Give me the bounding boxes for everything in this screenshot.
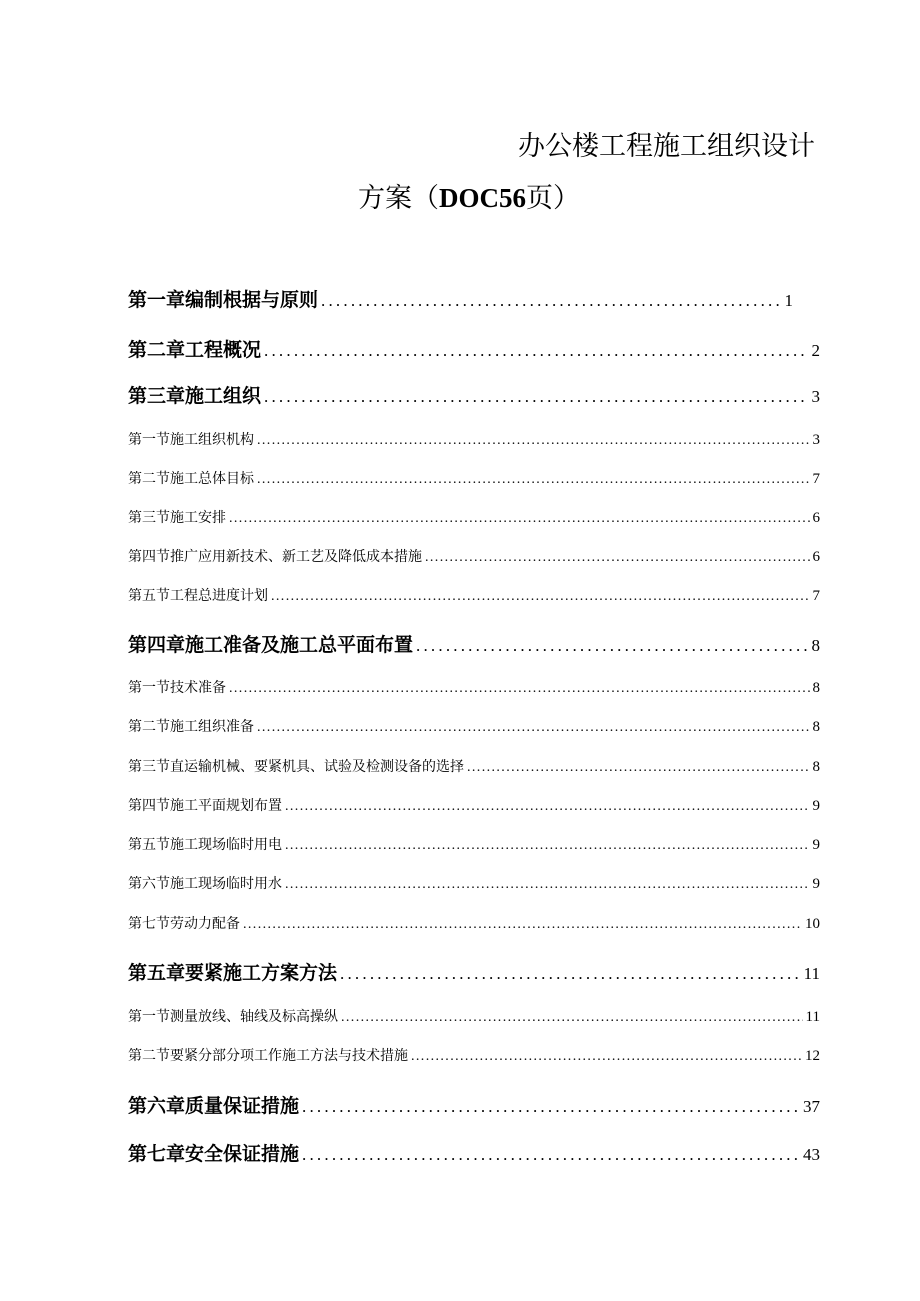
toc-entry-section[interactable] <box>128 468 820 488</box>
toc-entry-section[interactable] <box>128 585 820 605</box>
toc-entry-label: 第二章工程概况 <box>128 339 262 361</box>
toc-entry-chapter-5[interactable] <box>128 958 820 985</box>
toc-dot-leader <box>467 760 810 776</box>
toc-dot-leader <box>229 511 810 527</box>
toc-dot-leader <box>425 550 810 566</box>
toc-entry-page: 7 <box>812 471 820 487</box>
toc-entry-page: 8 <box>811 636 820 655</box>
toc-dot-leader <box>302 1145 800 1165</box>
toc-entry-label: 第一节施工组织机构 <box>128 432 254 448</box>
toc-entry-page: 9 <box>812 876 820 892</box>
toc-entry-section[interactable] <box>128 795 820 815</box>
toc-dot-leader <box>302 1097 800 1117</box>
toc-dot-leader <box>257 720 810 736</box>
toc-dot-leader <box>285 838 810 854</box>
toc-dot-leader <box>411 1049 802 1065</box>
toc-entry-label: 第二节施工总体目标 <box>128 471 254 487</box>
toc-entry-section[interactable] <box>128 546 820 566</box>
title-prefix: 方案（ <box>358 183 439 214</box>
toc-entry-label: 第二节施工组织准备 <box>128 719 254 735</box>
toc-entry-label: 第六节施工现场临时用水 <box>128 876 282 892</box>
toc-entry-chapter-4[interactable] <box>128 630 820 657</box>
toc-entry-page: 11 <box>803 964 820 983</box>
toc-entry-chapter-3[interactable] <box>128 381 820 408</box>
toc-entry-label: 第三章施工组织 <box>128 385 262 407</box>
toc-entry-page: 8 <box>812 759 820 775</box>
toc-dot-leader <box>271 589 810 605</box>
toc-entry-label: 第二节要紧分部分项工作施工方法与技术措施 <box>128 1048 408 1064</box>
toc-entry-page: 9 <box>812 837 820 853</box>
toc-entry-label: 第六章质量保证措施 <box>128 1095 300 1117</box>
toc-entry-label: 第一节测量放线、轴线及标高操纵 <box>128 1009 338 1025</box>
toc-entry-page: 1 <box>784 291 793 310</box>
toc-entry-page: 43 <box>803 1145 820 1164</box>
toc-entry-label: 第三节直运输机械、要紧机具、试验及检测设备的选择 <box>128 759 464 775</box>
toc-dot-leader <box>341 1010 803 1026</box>
toc-entry-section[interactable] <box>128 507 820 527</box>
toc-entry-page: 8 <box>812 719 820 735</box>
toc-dot-leader <box>257 433 810 449</box>
toc-entry-label: 第七节劳动力配备 <box>128 916 240 932</box>
toc-entry-section[interactable] <box>128 1045 820 1065</box>
toc-entry-page: 7 <box>812 588 820 604</box>
toc-entry-chapter-1[interactable] <box>128 285 793 312</box>
toc-entry-label: 第四章施工准备及施工总平面布置 <box>128 634 414 656</box>
toc-dot-leader <box>416 636 808 656</box>
toc-entry-section[interactable] <box>128 677 820 697</box>
toc-entry-label: 第五节工程总进度计划 <box>128 588 268 604</box>
toc-entry-label: 第一节技术准备 <box>128 680 226 696</box>
toc-entry-section[interactable] <box>128 429 820 449</box>
toc-entry-page: 2 <box>811 341 820 360</box>
toc-dot-leader <box>285 799 810 815</box>
title-suffix: 页） <box>526 183 580 214</box>
toc-entry-label: 第四节推广应用新技术、新工艺及降低成本措施 <box>128 549 422 565</box>
toc-entry-section[interactable] <box>128 716 820 736</box>
toc-entry-section[interactable] <box>128 873 820 893</box>
toc-dot-leader <box>257 472 810 488</box>
toc-entry-chapter-6[interactable] <box>128 1091 820 1118</box>
toc-entry-chapter-7[interactable] <box>128 1139 820 1166</box>
toc-entry-page: 37 <box>803 1097 820 1116</box>
toc-dot-leader <box>243 917 802 933</box>
toc-entry-page: 10 <box>805 916 820 932</box>
toc-entry-page: 9 <box>812 798 820 814</box>
toc-dot-leader <box>285 877 810 893</box>
toc-entry-chapter-2[interactable] <box>128 335 820 362</box>
toc-entry-page: 11 <box>805 1009 820 1025</box>
toc-entry-section[interactable] <box>128 913 820 933</box>
toc-entry-page: 3 <box>811 387 820 406</box>
toc-entry-page: 8 <box>812 680 820 696</box>
toc-entry-section[interactable] <box>128 756 820 776</box>
toc-entry-page: 6 <box>812 549 820 565</box>
toc-entry-label: 第五章要紧施工方案方法 <box>128 962 338 984</box>
toc-entry-section[interactable] <box>128 1006 820 1026</box>
toc-dot-leader <box>229 681 810 697</box>
toc-entry-page: 3 <box>812 432 820 448</box>
toc-entry-label: 第五节施工现场临时用电 <box>128 837 282 853</box>
title-doc-code: DOC56 <box>439 183 526 213</box>
toc-entry-label: 第一章编制根据与原则 <box>128 289 319 311</box>
toc-dot-leader <box>264 387 808 407</box>
toc-entry-label: 第四节施工平面规划布置 <box>128 798 282 814</box>
toc-entry-label: 第三节施工安排 <box>128 510 226 526</box>
toc-entry-label: 第七章安全保证措施 <box>128 1143 300 1165</box>
toc-dot-leader <box>264 341 808 361</box>
toc-entry-section[interactable] <box>128 834 820 854</box>
toc-entry-page: 6 <box>812 510 820 526</box>
title-text: 办公楼工程施工组织设计 <box>518 131 815 162</box>
toc-dot-leader <box>321 291 781 311</box>
toc-entry-page: 12 <box>805 1048 820 1064</box>
toc-dot-leader <box>340 964 801 984</box>
